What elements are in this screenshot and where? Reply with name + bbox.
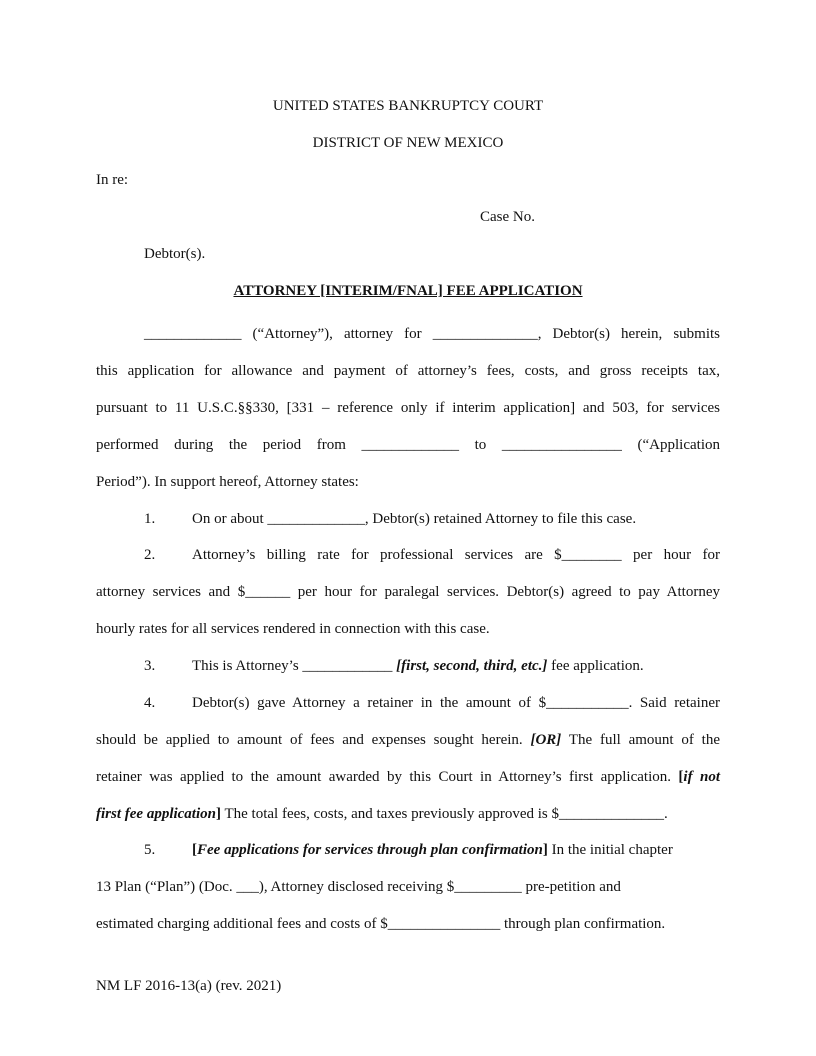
item-5-close-bracket: ] bbox=[542, 842, 548, 858]
item-5-l1-post: In the initial chapter bbox=[547, 842, 673, 858]
item-2-line-2: attorney services and $______ per hour for paralegal services. Debtor(s) agreed to pay Attorney bbox=[96, 584, 720, 600]
item-5-line-1 bbox=[192, 841, 673, 859]
item-4-line-2 bbox=[96, 731, 720, 749]
item-4-line-1: Debtor(s) gave Attorney a retainer in the amount of $___________. Said retainer bbox=[192, 695, 720, 711]
intro-line-1: _____________ (“Attorney”), attorney for ______________, Debtor(s) herein, submits bbox=[144, 326, 720, 342]
item-4-l3-pre: retainer was applied to the amount awarded by this Court in Attorney’s first application. bbox=[96, 769, 679, 785]
item-1-number: 1. bbox=[144, 511, 156, 527]
item-4-l4-post: The total fees, costs, and taxes previously approved is $______________. bbox=[221, 806, 668, 822]
item-4-l2-post: The full amount of the bbox=[561, 732, 720, 748]
item-4-l4-instruction: first fee application bbox=[96, 806, 216, 822]
item-3-text bbox=[192, 657, 644, 675]
item-3-post: fee application. bbox=[547, 658, 644, 674]
item-5-open-bracket: [ bbox=[192, 842, 197, 858]
item-4-l2-pre: should be applied to amount of fees and expenses sought herein. bbox=[96, 732, 531, 748]
form-footer: NM LF 2016-13(a) (rev. 2021) bbox=[96, 978, 282, 994]
item-2-line-3: hourly rates for all services rendered in connection with this case. bbox=[96, 621, 490, 637]
item-4-l3-bracket: [ bbox=[678, 769, 684, 785]
court-name: UNITED STATES BANKRUPTCY COURT bbox=[272, 98, 544, 114]
item-4-number: 4. bbox=[144, 695, 156, 711]
document-title: ATTORNEY [INTERIM/FNAL] FEE APPLICATION bbox=[233, 283, 583, 299]
item-2-line-1: Attorney’s billing rate for professional services are $________ per hour for bbox=[192, 547, 720, 563]
intro-line-4: performed during the period from _____________ to ________________ (“Application bbox=[96, 437, 720, 453]
item-5-instruction: Fee applications for services through plan confirmation bbox=[197, 842, 543, 858]
item-2-number: 2. bbox=[144, 547, 156, 563]
item-3-pre: This is Attorney’s ____________ bbox=[192, 658, 397, 674]
district-name: DISTRICT OF NEW MEXICO bbox=[312, 135, 504, 151]
item-4-line-4 bbox=[96, 805, 668, 823]
item-4-l3-instruction: if not bbox=[683, 769, 720, 785]
item-4-or-instruction: [OR] bbox=[530, 732, 562, 748]
item-4-line-3 bbox=[96, 768, 720, 786]
item-4-l4-bracket: ] bbox=[216, 806, 221, 822]
item-5-line-3: estimated charging additional fees and costs of $_______________ through plan confirmation. bbox=[96, 916, 666, 932]
intro-line-2: this application for allowance and payment of attorney’s fees, costs, and gross receipts tax, bbox=[96, 363, 720, 379]
item-3-number: 3. bbox=[144, 658, 156, 674]
intro-line-3: pursuant to 11 U.S.C.§§330, [331 – reference only if interim application] and 503, for services bbox=[96, 400, 720, 416]
intro-line-5: Period”). In support hereof, Attorney states: bbox=[96, 474, 359, 490]
case-number-label: Case No. bbox=[480, 209, 535, 225]
item-1-text: On or about _____________, Debtor(s) retained Attorney to file this case. bbox=[192, 511, 637, 527]
debtors-label: Debtor(s). bbox=[144, 246, 206, 262]
item-3-ordinal-instruction: [first, second, third, etc.] bbox=[396, 658, 548, 674]
in-re-label: In re: bbox=[96, 172, 129, 188]
item-5-line-2: 13 Plan (“Plan”) (Doc. ___), Attorney disclosed receiving $_________ pre-petition and bbox=[96, 879, 621, 895]
item-5-number: 5. bbox=[144, 842, 156, 858]
